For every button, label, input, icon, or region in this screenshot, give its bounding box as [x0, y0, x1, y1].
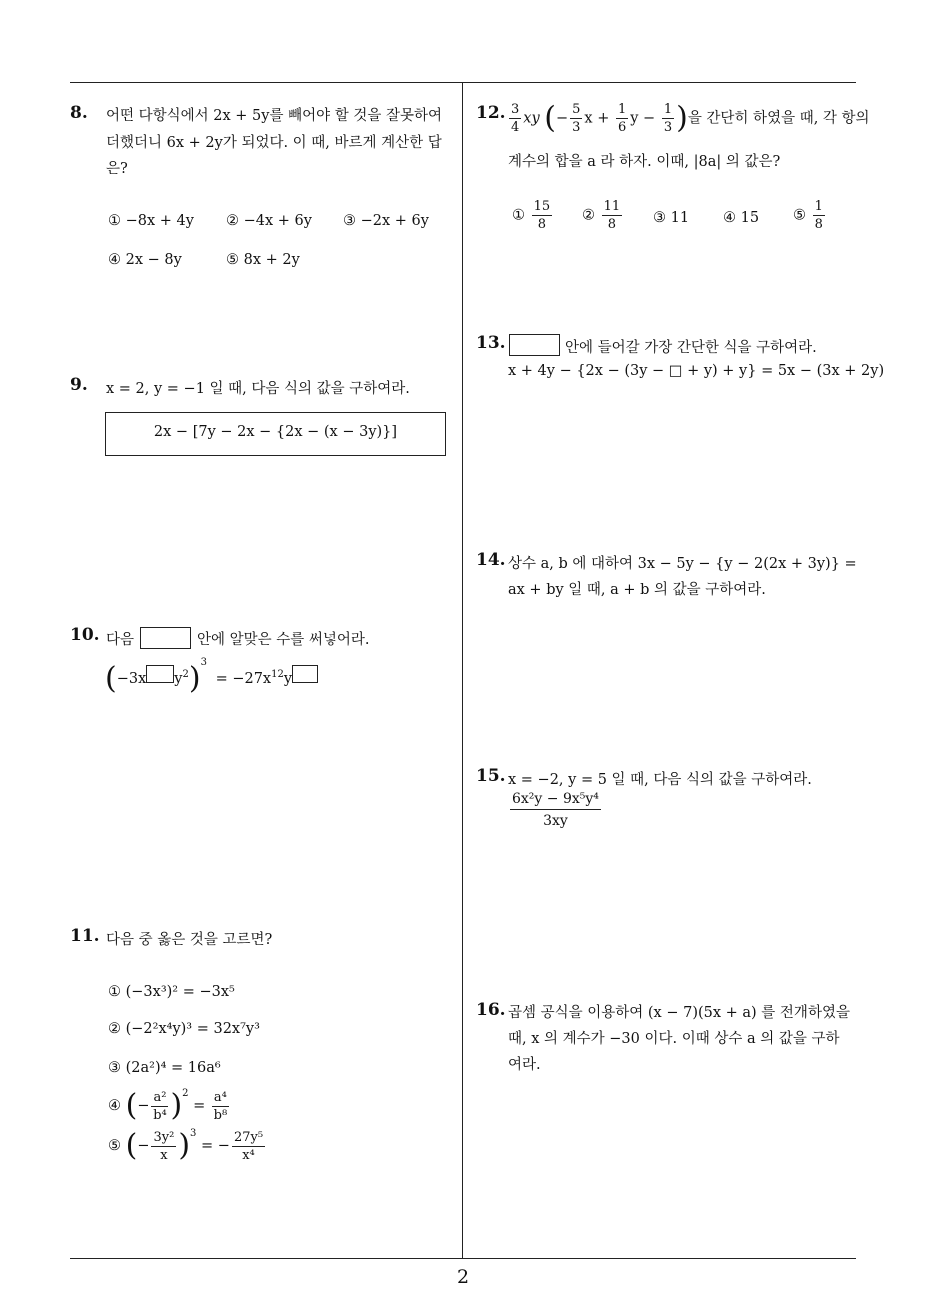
blank-box[interactable]	[292, 665, 318, 683]
bottom-rule	[70, 1258, 856, 1259]
question-number: 12.	[476, 103, 506, 123]
choice-3[interactable]: ③ −2x + 6y	[343, 213, 429, 229]
choice-3[interactable]: ③ (2a²)⁴ = 16a⁶	[108, 1060, 221, 1076]
question-text-line: 계수의 합을 a 라 하자. 이때, |8a| 의 값은?	[508, 154, 781, 170]
choice-1[interactable]: ① −8x + 4y	[108, 213, 194, 229]
boxed-expression: 2x − [7y − 2x − {2x − (x − 3y)}]	[153, 424, 398, 440]
blank-box[interactable]	[146, 665, 174, 683]
choice-1[interactable]: ① $\frac{15}{8}$	[512, 199, 551, 232]
column-divider	[462, 83, 463, 1258]
question-text-line: 어떤 다항식에서 2x + 5y를 빼어야 할 것을 잘못하여	[106, 108, 442, 124]
choice-4[interactable]: ④ 2x − 8y	[108, 252, 182, 268]
question-text: 다음 중 옳은 것을 고르면?	[106, 932, 273, 948]
top-rule	[70, 82, 856, 83]
question-text-line: 상수 a, b 에 대하여 3x − 5y − {y − 2(2x + 3y)} =	[508, 556, 857, 572]
question-number: 11.	[70, 926, 100, 946]
question-text: x = 2, y = −1 일 때, 다음 식의 값을 구하여라.	[106, 381, 410, 397]
blank-box[interactable]	[509, 334, 560, 356]
blank-box[interactable]	[140, 627, 191, 649]
question-text-line: 때, x 의 계수가 −30 이다. 이때 상수 a 의 값을 구하	[508, 1031, 840, 1047]
question-number: 16.	[476, 1000, 506, 1020]
question-number: 9.	[70, 375, 88, 395]
question-expression-line: $\frac{3}{4}$ xy (− $\frac{5}{3}$ x + $\frac{1}{6}$ y − $\frac{1}{3}$ )을 간단히 하였을 때, 각 항의	[511, 100, 870, 136]
choice-5[interactable]: ⑤ (− $\frac{\text{3y²}}{x}$ )$^3$ = − $\frac{\text{27y⁵}}{\text{x⁴}}$	[108, 1128, 264, 1163]
question-text: 안에 들어갈 가장 간단한 식을 구하여라.	[565, 340, 817, 356]
equation: x + 4y − {2x − (3y − □ + y) + y} = 5x − (3x + 2y)	[508, 363, 885, 379]
question-text-line: 은?	[106, 161, 128, 177]
choice-3[interactable]: ③ 11	[653, 210, 690, 226]
choice-4[interactable]: ④ (− $\frac{\text{a²}}{\text{b⁴}}$ )$^2$ = $\frac{\text{a⁴}}{\text{b⁸}}$	[108, 1088, 228, 1123]
question-number: 14.	[476, 550, 506, 570]
fraction-expression: $\frac{\text{6x²y − 9x⁵y⁴}}{3xy}$	[512, 791, 599, 829]
exponent-expression: (−3x $y^2)^3 = -27x^{12}y$	[105, 657, 318, 694]
question-text-before: 다음	[106, 632, 135, 648]
question-number: 10.	[70, 625, 100, 645]
choice-2[interactable]: ② (−2²x⁴y)³ = 32x⁷y³	[108, 1021, 260, 1037]
question-number: 15.	[476, 766, 506, 786]
choice-4[interactable]: ④ 15	[723, 210, 760, 226]
question-number: 13.	[476, 333, 506, 353]
choice-1[interactable]: ① (−3x³)² = −3x⁵	[108, 984, 235, 1000]
question-text-line: 여라.	[508, 1057, 541, 1073]
choice-5[interactable]: ⑤ $\frac{1}{8}$	[793, 199, 823, 232]
question-text: x = −2, y = 5 일 때, 다음 식의 값을 구하여라.	[508, 772, 812, 788]
question-text-line: ax + by 일 때, a + b 의 값을 구하여라.	[508, 582, 766, 598]
choice-2[interactable]: ② $\frac{11}{8}$	[582, 199, 621, 232]
question-number: 8.	[70, 103, 88, 123]
choice-2[interactable]: ② −4x + 6y	[226, 213, 312, 229]
question-text-line: 곱셈 공식을 이용하여 (x − 7)(5x + a) 를 전개하였을	[508, 1005, 850, 1021]
choice-5[interactable]: ⑤ 8x + 2y	[226, 252, 300, 268]
question-text-line: 더했더니 6x + 2y가 되었다. 이 때, 바르게 계산한 답	[106, 135, 442, 151]
page-number: 2	[456, 1266, 470, 1288]
question-text-after: 안에 알맞은 수를 써넣어라.	[197, 632, 370, 648]
